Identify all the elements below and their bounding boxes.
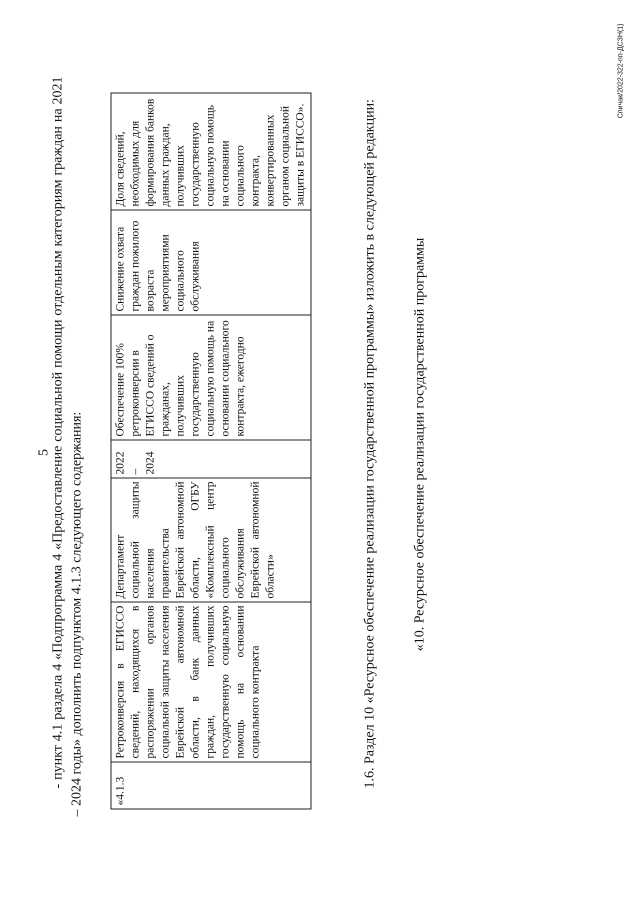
intro-paragraph: - пункт 4.1 раздела 4 «Подпрограмма 4 «Предоставление социальной помощи отдельным категориям граждан на 2021 – 2024 годы» дополнить подпунктом 4.1.3 следующего содержания: [50, 76, 85, 817]
page-number: 5 [36, 449, 52, 456]
program-table [111, 93, 312, 810]
executor-cell: Департамент социальной защиты населения правительства Еврейской автономной области, ОГБУ «Комплексный центр социального обслуживания Еврейской автономной области» [111, 478, 311, 602]
item-number-cell: «4.1.3 [111, 762, 311, 809]
indicator-cell: Доля сведений, необходимых для формирования банков данных граждан, получивших государственную социальную помощь на основании социального контракта, конвертированных органом социальной защиты в ЕГИССО». [111, 93, 311, 210]
measure-cell: Ретроконверсия в ЕГИССО сведений, находящихся в распоряжении органов социальной защиты населения Еврейской автономной области, в банк данных граждан, получивших государственную социальную помощь на основании социального контракта [111, 602, 311, 762]
section-change-paragraph: 1.6. Раздел 10 «Ресурсное обеспечение реализации государственной программы» изложить в следующей редакции: [362, 99, 378, 789]
period-cell: 2022 – 2024 [111, 440, 311, 478]
section-heading: «10. Ресурсное обеспечение реализации государственной программы [412, 237, 428, 652]
footer-code: Спичак/2022-322-пп-ДСЗН(1) [617, 23, 625, 119]
table-row [111, 93, 311, 809]
relation-cell: Снижение охвата граждан пожилого возраста мероприятиями социального обслуживания [111, 210, 311, 315]
result-cell: Обеспечение 100% ретроконверсии в ЕГИССО сведений о гражданах, получивших государственную социальную помощь на основании социального контракта, ежегодно [111, 315, 311, 440]
document-page [1, 0, 638, 905]
